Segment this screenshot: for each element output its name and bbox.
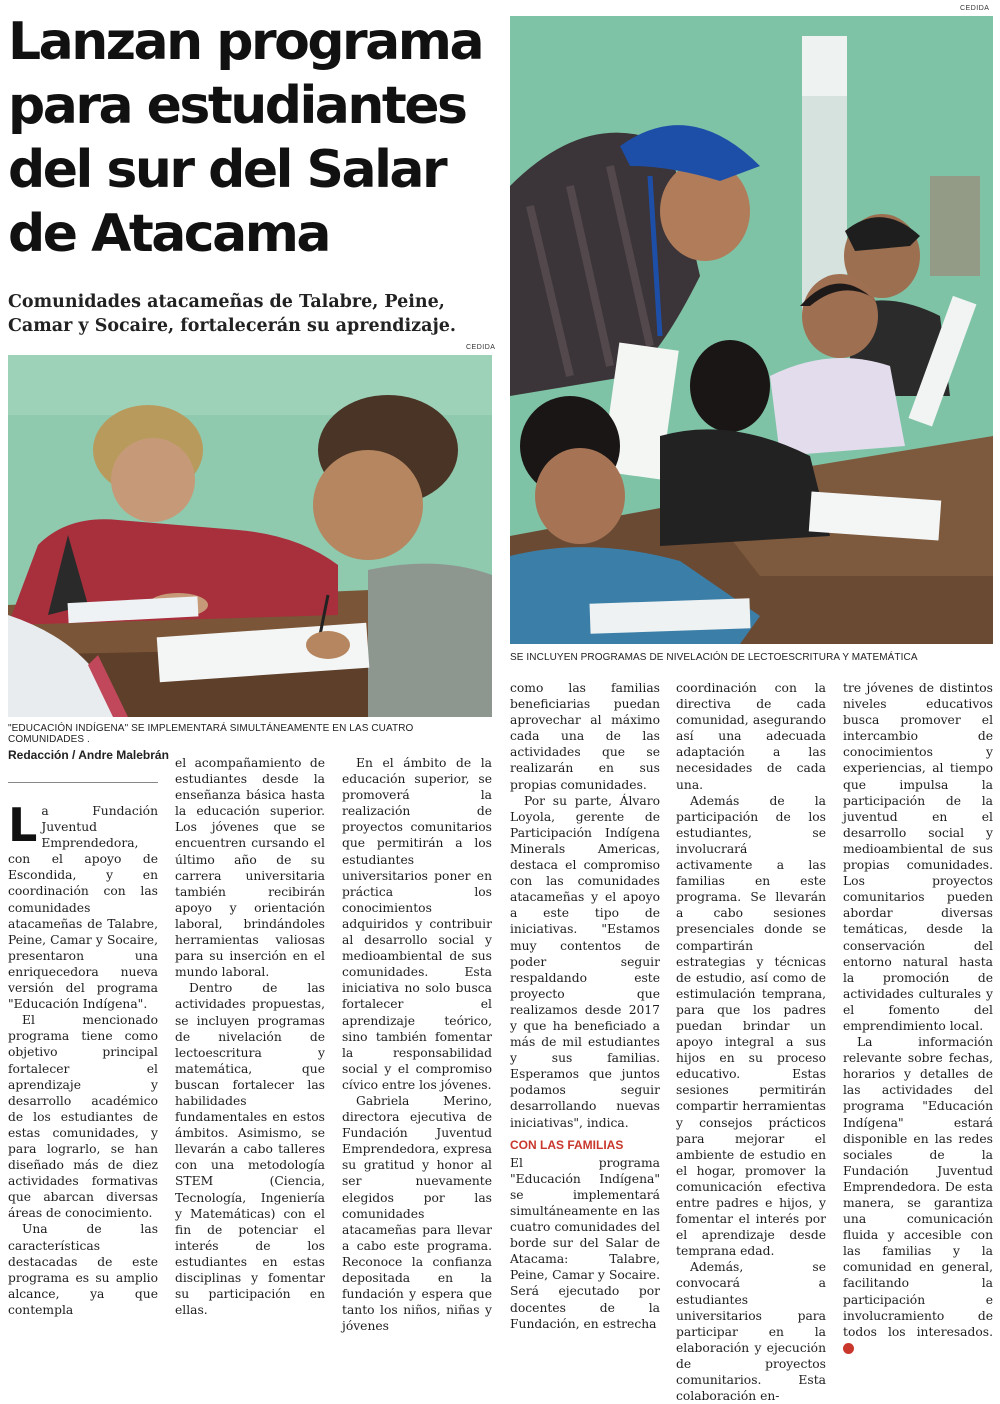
headline: Lanzan programa para estudiantes del sur del Salar de Atacama	[8, 12, 483, 264]
article-paragraph: Dentro de las actividades propuestas, se incluyen programas de nivelación de lectoescritura y matemática, que buscan fortalecer las habilidades fundamentales en estos ámbitos. Asimismo, se llevarán a cabo talleres con una metodología STEM (Ciencia, Tecnología, Ingeniería y Matemáticas) con el fin de potenciar el interés de los estudiantes en estas disciplinas y fomentar su participación en ellas.	[175, 981, 325, 1318]
article-paragraph: Además, se convocará a estudiantes universitarios para participar en la elaboración y ejecución de proyectos comunitarios. Esta colaboración en-	[676, 1260, 826, 1404]
article-paragraph: Gabriela Merino, directora ejecutiva de Fundación Juventud Emprendedora, expresa su gratitud y honor al ser nuevamente elegidos por las comunidades atacameñas para llevar a cabo este programa. Reconoce la confianza depositada en la fundación y espera que tanto los niños, niñas y jóvenes	[342, 1093, 492, 1334]
byline: Redacción / Andre Malebrán	[8, 748, 169, 762]
star-icon: ✪	[843, 1343, 854, 1354]
section-heading: CON LAS FAMILIAS	[510, 1137, 624, 1152]
article-column-5	[676, 680, 826, 1404]
byline-divider	[8, 782, 158, 783]
photo-credit-left: CEDIDA	[466, 344, 496, 351]
photo-students-writing	[8, 355, 492, 717]
article-paragraph: Además de la participación de los estudiantes, se involucrará activamente a las familias en este programa. Se llevarán a cabo sesiones presenciales donde se compartirán estrategias y técnicas de estudio, así como de estimulación temprana, para que los padres puedan brindar un apoyo integral a sus hijos en su proceso educativo. Estas sesiones permitirán compartir herramientas y consejos prácticos para mejorar el ambiente de estudio en el hogar, promover la comunicación efectiva entre padres e hijos, y fomentar el interés por el aprendizaje desde temprana edad.	[676, 793, 826, 1259]
article-paragraph: coordinación con la directiva de cada comunidad, asegurando así una adecuada adaptación a las necesidades de cada una.	[676, 681, 826, 792]
article-column-3	[342, 755, 492, 1334]
article-paragraph: el acompañamiento de estudiantes desde la enseñanza básica hasta la educación superior. Los jóvenes que se encuentren cursando el último año de su carrera universitaria también recibirán apoyo y orientación laboral, brindándoles herramientas valiosas para su inserción en el mundo laboral.	[175, 756, 325, 980]
classroom-photo-right	[510, 16, 993, 644]
article-paragraph: El mencionado programa tiene como objetivo principal fortalecer el aprendizaje y desarrollo académico de los estudiantes de estas comunidades, y para lograrlo, se han diseñado más de diez actividades formativas que abarcan diversas áreas de conocimiento.	[8, 1013, 158, 1221]
classroom-photo-left	[8, 355, 492, 717]
paragraph-text: La información relevante sobre fechas, horarios y detalles de las actividades del programa "Educación Indígena" estará disponible en las redes sociales de la Fundación Juventud Emprendedora. De esta manera, se garantiza una comunicación fluida y accesible con las familias y la comunidad en general, facilitando la participación e involucramiento de todos los interesados.	[843, 1035, 993, 1339]
article-column-6	[843, 680, 993, 1356]
article-paragraph: En el ámbito de la educación superior, se promoverá la realización de proyectos comunitarios que permitirán a los estudiantes universitarios poner en práctica los conocimientos adquiridos y contribuir al desarrollo social y medioambiental de sus comunidades. Esta iniciativa no solo busca fortalecer el aprendizaje teórico, sino también fomentar la responsabilidad social y el compromiso cívico entre los jóvenes.	[342, 756, 492, 1092]
article-paragraph	[8, 798, 158, 1012]
article-column-1	[8, 798, 158, 1318]
article-column-2	[175, 755, 325, 1318]
article-column-4	[510, 680, 660, 1332]
photo-caption-right: SE INCLUYEN PROGRAMAS DE NIVELACIÓN DE LECTOESCRITURA Y MATEMÁTICA	[510, 652, 918, 663]
drop-cap: L	[8, 798, 38, 852]
photo-credit-right: CEDIDA	[960, 5, 990, 12]
article-paragraph: Una de las características destacadas de este programa es su amplio alcance, ya que contempla	[8, 1222, 158, 1317]
article-paragraph: tre jóvenes de distintos niveles educativos busca promover el intercambio de conocimientos y experiencias, al tiempo que impulsa la participación de la juventud en el desarrollo social y medioambiental de sus propias comunidades. Los proyectos comunitarios pueden abordar diversas temáticas, desde la conservación del entorno natural hasta la promoción de actividades culturales y el fomento del emprendimiento local.	[843, 681, 993, 1033]
article-paragraph: como las familias beneficiarias puedan aprovechar al máximo cada una de las actividades que se realizarán en sus propias comunidades.	[510, 681, 660, 792]
photo-caption-left: "EDUCACIÓN INDÍGENA" SE IMPLEMENTARÁ SIMULTÁNEAMENTE EN LAS CUATRO COMUNIDADES .	[8, 723, 414, 745]
article-paragraph: El programa "Educación Indígena" se implementará simultáneamente en las cuatro comunidades del borde sur del Salar de Atacama: Talabre, Peine, Camar y Socaire. Será ejecutado por docentes de la Fundación, en estrecha	[510, 1155, 660, 1331]
article-paragraph: Por su parte, Álvaro Loyola, gerente de Participación Indígena Minerals Americas, destaca el compromiso con las comunidades atacameñas y el apoyo a este tipo de iniciativas. "Estamos muy contentos de poder seguir respaldando este proyecto que realizamos desde 2017 y que ha beneficiado a más de mil estudiantes y sus familias. Esperamos que juntos podamos seguir desarrollando nuevas iniciativas", indica.	[510, 793, 660, 1130]
paragraph-text: a Fundación Juventud Emprendedora, con el apoyo de Escondida, y en coordinación con las comunidades atacameñas de Talabre, Peine, Camar y Socaire, presentaron una enriquecedora nueva versión del programa "Educación Indígena".	[8, 804, 158, 1012]
subhead: Comunidades atacameñas de Talabre, Peine, Camar y Socaire, fortalecerán su aprendizaje.	[8, 292, 457, 336]
photo-teacher-with-students	[510, 16, 993, 644]
article-paragraph	[843, 1034, 993, 1356]
